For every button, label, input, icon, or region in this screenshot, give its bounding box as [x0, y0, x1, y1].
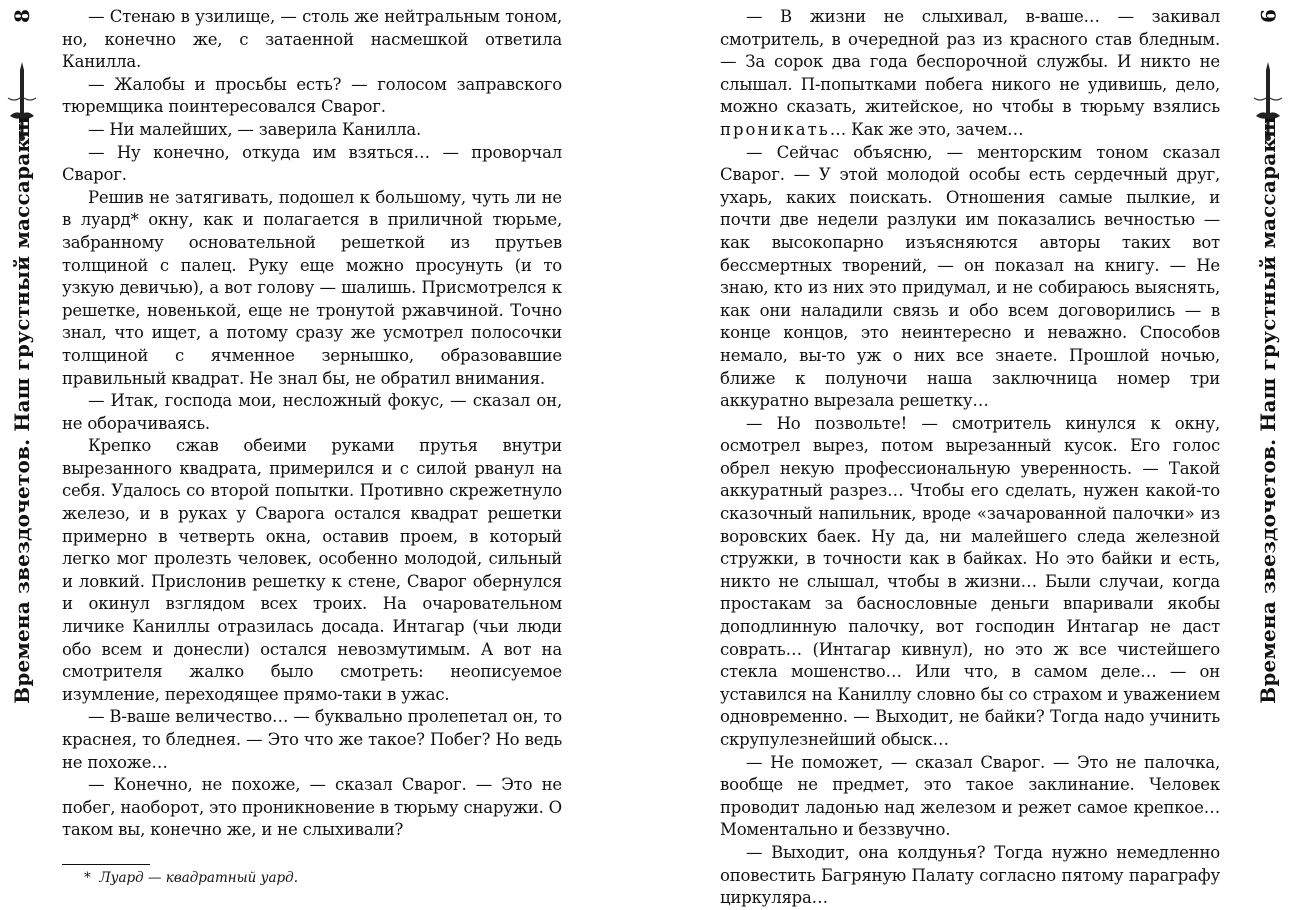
paragraph: — Сейчас объясню, — менторским тоном сказал Сварог. — У этой молодой особы есть сердечный друг, ухарь, каких поискать. Отношения самые пылкие, и почти две недели разлуки им показались вечностью — как высокопарно изъясняются авторы таких вот бессмертных творений, — он показал на книгу. — Не знаю, кто из них это придумал, и не собираюсь выяснять, как они наладили связь и обо всем договорились — в конце концов, это неинтересно и неважно. Способов немало, вы-то уж о них все знаете. Прошлой ночью, ближе к полуночи наша заключница номер три аккуратно вырезала решетку… [720, 142, 1220, 411]
paragraph: — Но позвольте! — смотритель кинулся к окну, осмотрел вырез, потом вырезанный кусок. Его голос обрел некую профессиональную уверенность. — Такой аккуратный разрез… Чтобы его сделать, нужен какой-то сказочный напильник, вроде «зачарованной палочки» из воровских баек. Ну да, ни малейшего следа железной стружки, в точности как в байках. Но это байки и есть, никто не слышал, чтобы в жизни… Были случаи, когда простакам за баснословные деньги впаривали якобы доподлинную палочку, вот господин Интагар не даст соврать… (Интагар кивнул), но это ж все чистейшего стекла мошенство… Или что, в самом деле… — он уставился на Каниллу словно бы со страхом и уважением одновременно. — Выходит, не байки? Тогда надо учинить скрупулезнейший обыск… [720, 413, 1220, 749]
paragraph: — Ни малейших, — заверила Канилла. [88, 119, 422, 139]
paragraph: — Конечно, не похоже, — сказал Сварог. — Это не побег, наоборот, это проникновение в тюрьму снаружи. О таком вы, конечно же, и не слыхивали? [62, 775, 562, 840]
paragraph: Решив не затягивать, подошел к большому, чуть ли не в луард* окну, как и полагается в приличной тюрьме, забранному основательной решеткой из прутьев толщиной с палец. Руку еще можно просунуть (и то узкую девичью), а вот голову — шалишь. Присмотрелся к решетке, новенькой, еще не тронутой ржавчиной. Точно знал, что ищет, а потому сразу же усмотрел полосочки толщиной с ячменное зернышко, образовавшие правильный квадрат. Не знал бы, не обратил внимания. [62, 187, 562, 388]
spaced-word: проникать [720, 119, 830, 139]
right-margin-strip [1246, 0, 1290, 896]
paragraph: Крепко сжав обеими руками прутья внутри вырезанного квадрата, примерился и с силой рванул на себя. Удалось со второй попытки. Противно скрежетнуло железо, и в руках у Сварога остался квадрат решетки примерно в четверть окна, оставив проем, в который легко мог пролезть человек, особенно молодой, сильный и ловкий. Прислонив решетку к стене, Сварог обернулся и окинул взглядом всех троих. На очаровательном личике Каниллы отразилась досада. Интагар (чьи люди обо всем и донесли) остался невозмутимым. А вот на смотрителя жалко было смотреть: неописуемое изумление, переходящее прямо-таки в ужас. [62, 436, 562, 704]
page-number-left: 8 [10, 9, 34, 23]
footnote [84, 870, 298, 886]
footnote-text: Луард — квадратный уард. [99, 870, 299, 886]
paragraph: — Ну конечно, откуда им взяться… — проворчал Сварог. [62, 142, 562, 185]
footnote-divider [62, 864, 150, 865]
right-page [645, 0, 1290, 908]
paragraph: — В жизни не слыхивал, в-ваше… — закивал смотритель, в очередной раз из красного став бледным. — За сорок два года беспорочной службы. И никто не слышал. П-попытками побега никого не удивишь, дело, можно сказать, житейское, но чтобы в тюрьму взялись проникать… Как же это, зачем… [720, 7, 1220, 139]
paragraph: — Жалобы и просьбы есть? — голосом заправского тюремщика поинтересовался Сварог. [62, 74, 562, 117]
left-margin-strip [0, 0, 44, 896]
right-body-text [720, 6, 1220, 910]
running-head-left: Времена звездочетов. Наш грустный массаракш [10, 116, 34, 704]
footnote-mark: * [84, 870, 91, 886]
page-number-right: 9 [1256, 9, 1280, 23]
paragraph: — Итак, господа мои, несложный фокус, — сказал он, не оборачиваясь. [62, 391, 562, 433]
running-head-right: Времена звездочетов. Наш грустный массаракш [1256, 116, 1280, 704]
left-page [0, 0, 645, 896]
paragraph: — Выходит, она колдунья? Тогда нужно немедленно оповестить Багряную Палату согласно пятому параграфу циркуляра… [720, 842, 1220, 908]
paragraph: — Не поможет, — сказал Сварог. — Это не палочка, вообще не предмет, это такое заклинание. Человек проводит ладонью над железом и режет самое крепкое… Моментально и беззвучно. [720, 752, 1220, 840]
paragraph: — В-ваше величество… — буквально пролепетал он, то краснея, то бледнея. — Это что же такое? Побег? Но ведь не похоже… [62, 707, 562, 772]
left-body-text [62, 6, 562, 842]
paragraph: — Стенаю в узилище, — столь же нейтральным тоном, но, конечно же, с затаенной насмешкой ответила Канилла. [62, 7, 562, 72]
